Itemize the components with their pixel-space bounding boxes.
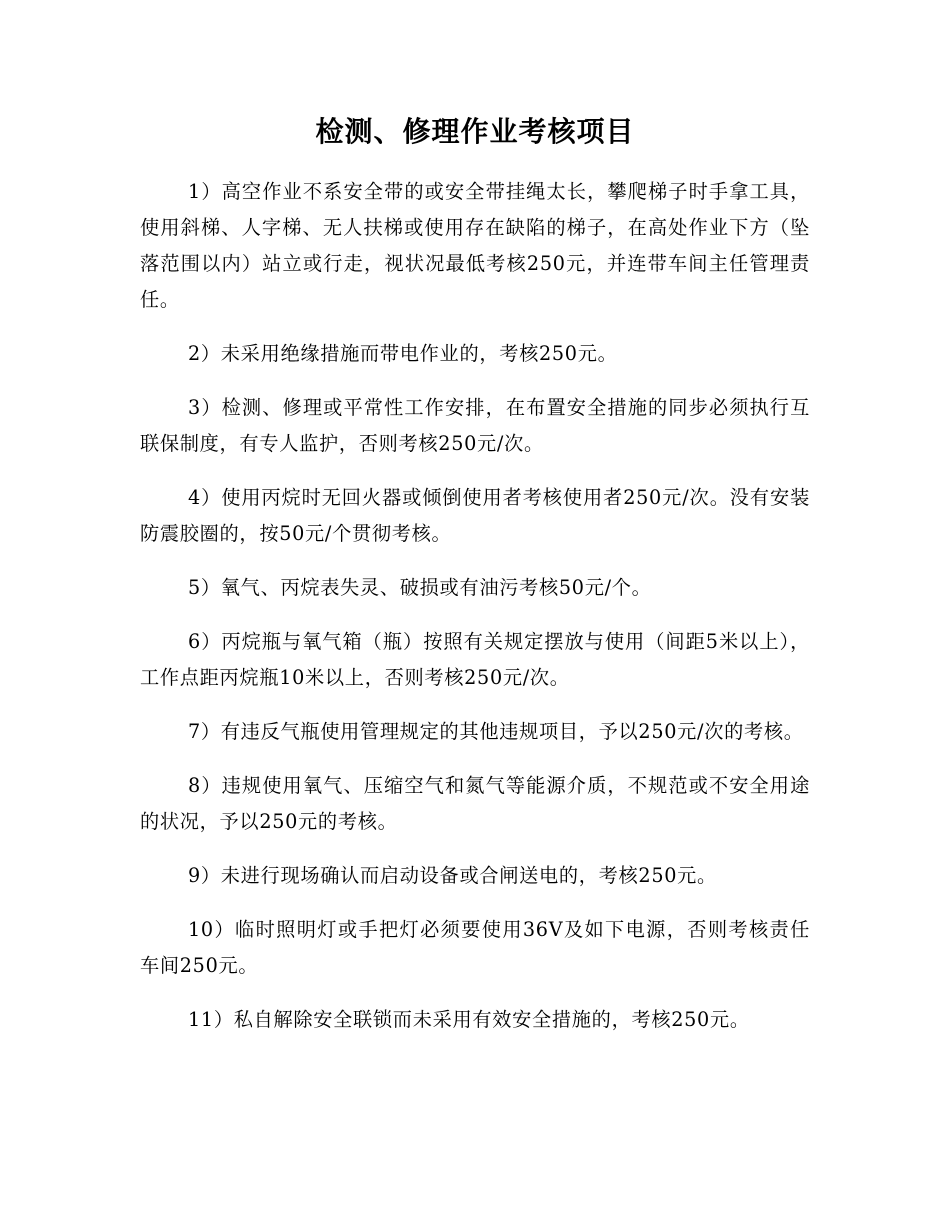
clause-7: 7）有违反气瓶使用管理规定的其他违规项目，予以250元/次的考核。 xyxy=(188,720,804,743)
clause-4: 4）使用丙烷时无回火器或倾倒使用者考核使用者250元/次。没有安装防震胶圈的，按50元/个贯彻考核。 xyxy=(140,486,810,545)
clause-1: 1）高空作业不系安全带的或安全带挂绳太长，攀爬梯子时手拿工具，使用斜梯、人字梯、无人扶梯或使用存在缺陷的梯子，在高处作业下方（坠落范围以内）站立或行走，视状况最低考核250元，并连带车间主任管理责任。 xyxy=(140,180,810,311)
document-title: 检测、修理作业考核项目 xyxy=(315,115,635,148)
clause-10: 10）临时照明灯或手把灯必须要使用36V及如下电源，否则考核责任车间250元。 xyxy=(140,918,810,977)
clause-3: 3）检测、修理或平常性工作安排，在布置安全措施的同步必须执行互联保制度，有专人监护，否则考核250元/次。 xyxy=(140,396,810,455)
clause-11: 11）私自解除安全联锁而未采用有效安全措施的，考核250元。 xyxy=(188,1008,750,1031)
clause-2: 2）未采用绝缘措施而带电作业的，考核250元。 xyxy=(188,342,618,365)
clause-8: 8）违规使用氧气、压缩空气和氮气等能源介质，不规范或不安全用途的状况，予以250元的考核。 xyxy=(140,774,810,833)
clause-6: 6）丙烷瓶与氧气箱（瓶）按照有关规定摆放与使用（间距5米以上），工作点距丙烷瓶10米以上，否则考核250元/次。 xyxy=(140,630,810,689)
assessment-clause-list xyxy=(140,174,810,1038)
clause-9: 9）未进行现场确认而启动设备或合闸送电的，考核250元。 xyxy=(188,864,717,887)
clause-5: 5）氧气、丙烷表失灵、破损或有油污考核50元/个。 xyxy=(188,576,652,599)
